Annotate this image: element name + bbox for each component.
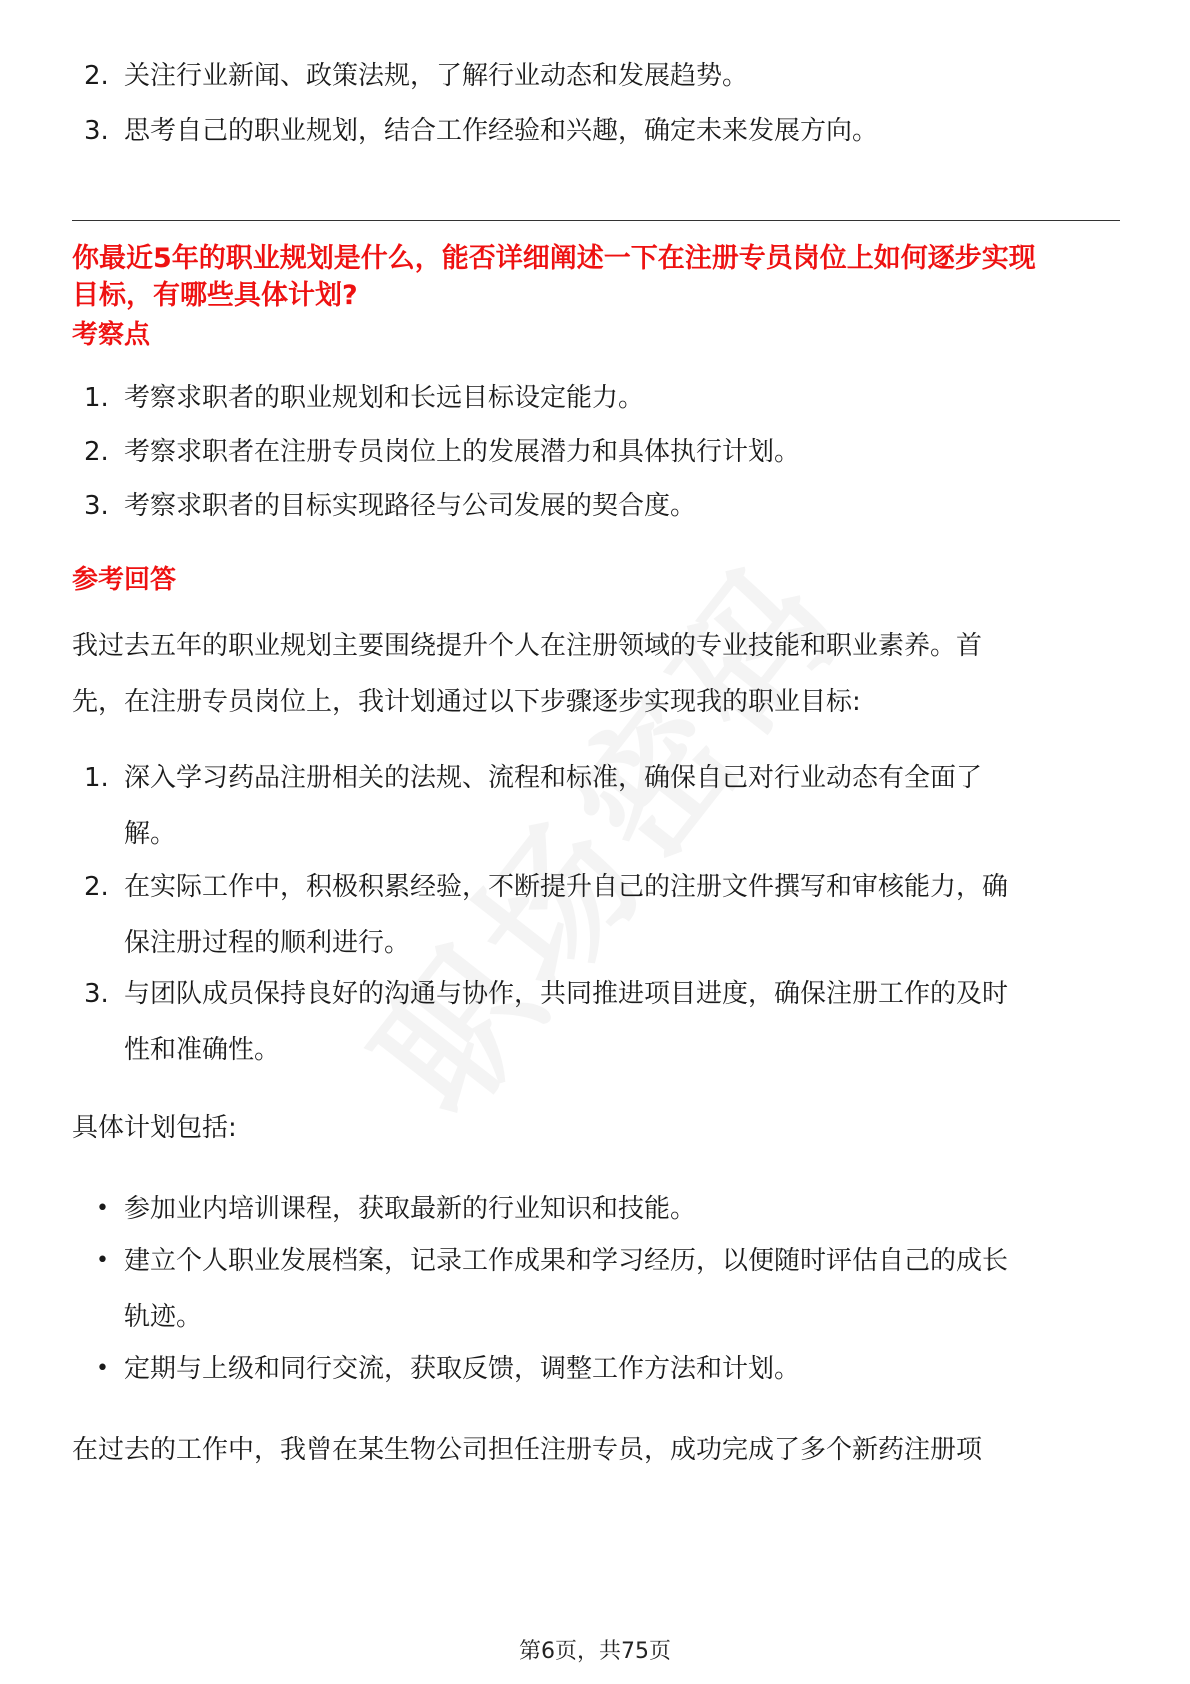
list-number: 3. (84, 979, 109, 1009)
plan-intro: 具体计划包括: (72, 1113, 237, 1143)
list-number: 2. (84, 61, 109, 91)
bullet-dot-icon: • (96, 1248, 109, 1273)
list-text-line-1: 深入学习药品注册相关的法规、流程和标准，确保自己对行业动态有全面了 (124, 763, 983, 793)
list-text: 关注行业新闻、政策法规，了解行业动态和发展趋势。 (124, 61, 749, 91)
bullet-text: 定期与上级和同行交流，获取反馈，调整工作方法和计划。 (124, 1354, 801, 1384)
reference-intro (72, 618, 1118, 730)
closing-paragraph: 在过去的工作中，我曾在某生物公司担任注册专员，成功完成了多个新药注册项 (72, 1435, 983, 1465)
list-text-line-1: 与团队成员保持良好的沟通与协作，共同推进项目进度，确保注册工作的及时 (124, 979, 1009, 1009)
list-text: 思考自己的职业规划，结合工作经验和兴趣，确定未来发展方向。 (124, 116, 879, 146)
page-footer: 第6页，共75页 (519, 1639, 671, 1664)
list-number: 3. (84, 116, 109, 146)
question-line-1: 你最近5年的职业规划是什么，能否详细阐述一下在注册专员岗位上如何逐步实现 (72, 243, 1036, 274)
list-text-line-1: 在实际工作中，积极积累经验，不断提升自己的注册文件撰写和审核能力，确 (124, 872, 1009, 902)
list-text: 考察求职者在注册专员岗位上的发展潜力和具体执行计划。 (124, 437, 801, 467)
list-text: 考察求职者的目标实现路径与公司发展的契合度。 (124, 491, 697, 521)
reference-answer-title: 参考回答 (72, 565, 177, 595)
intro-line-1: 我过去五年的职业规划主要围绕提升个人在注册领域的专业技能和职业素养。首 (72, 631, 983, 661)
list-number: 1. (84, 763, 109, 793)
list-number: 2. (84, 872, 109, 902)
list-number: 2. (84, 437, 109, 467)
list-number: 1. (84, 383, 109, 413)
section-divider (72, 220, 1120, 221)
exam-points-title: 考察点 (72, 320, 151, 350)
list-number: 3. (84, 491, 109, 521)
question-line-2: 目标，有哪些具体计划? (72, 280, 358, 311)
bullet-dot-icon: • (96, 1356, 109, 1381)
intro-line-2: 先，在注册专员岗位上，我计划通过以下步骤逐步实现我的职业目标: (72, 687, 861, 717)
list-text: 考察求职者的职业规划和长远目标设定能力。 (124, 383, 645, 413)
bullet-text-line-1: 建立个人职业发展档案，记录工作成果和学习经历，以便随时评估自己的成长 (124, 1246, 1009, 1276)
bullet-dot-icon: • (96, 1196, 109, 1221)
bullet-text: 参加业内培训课程，获取最新的行业知识和技能。 (124, 1194, 697, 1224)
bullet-text-line-2: 轨迹。 (124, 1302, 203, 1332)
question-heading (72, 240, 1122, 314)
list-text-line-2: 保注册过程的顺利进行。 (124, 928, 411, 958)
list-text-line-2: 性和准确性。 (124, 1035, 281, 1065)
list-text-line-2: 解。 (124, 819, 177, 849)
